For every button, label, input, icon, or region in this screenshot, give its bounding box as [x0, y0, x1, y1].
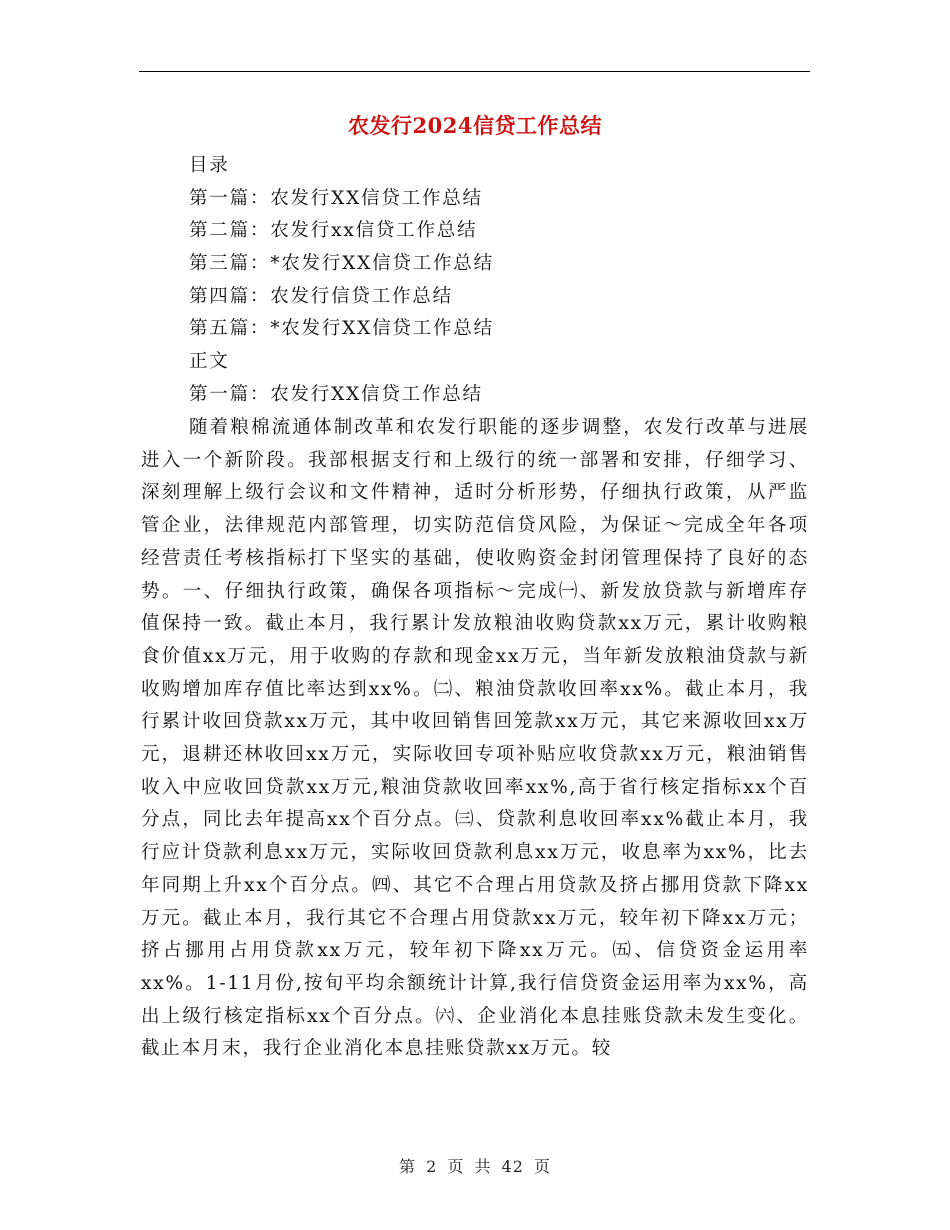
toc-item-4: 第四篇：农发行信贷工作总结 [189, 285, 453, 307]
toc-heading: 目录 [189, 155, 230, 176]
section-title: 第一篇：农发行XX信贷工作总结 [189, 383, 483, 405]
document-title: 农发行2024信贷工作总结 [348, 113, 602, 138]
table-of-contents [189, 150, 809, 412]
toc-item-1: 第一篇：农发行XX信贷工作总结 [189, 187, 483, 209]
body-paragraph: 随着粮棉流通体制改革和农发行职能的逐步调整，农发行改革与进展进入一个新阶段。我部根据支行和上级行的统一部署和安排，仔细学习、深刻理解上级行会议和文件精神，适时分析形势，仔细执行政策，从严监管企业，法律规范内部管理，切实防范信贷风险，为保证～完成全年各项经营责任考核指标打下坚实的基础，使收购资金封闭管理保持了良好的态势。一、仔细执行政策，确保各项指标～完成㈠、新发放贷款与新增库存值保持一致。截止本月，我行累计发放粮油收购贷款xx万元，累计收购粮食价值xx万元，用于收购的存款和现金xx万元，当年新发放粮油贷款与新收购增加库存值比率达到xx%。㈡、粮油贷款收回率xx%。截止本月，我行累计收回贷款xx万元，其中收回销售回笼款xx万元，其它来源收回xx万元，退耕还林收回xx万元，实际收回专项补贴应收贷款xx万元，粮油销售收入中应收回贷款xx万元,粮油贷款收回率xx%,高于省行核定指标xx个百分点，同比去年提高xx个百分点。㈢、贷款利息收回率xx%截止本月，我行应计贷款利息xx万元，实际收回贷款利息xx万元，收息率为xx%，比去年同期上升xx个百分点。㈣、其它不合理占用贷款及挤占挪用贷款下降xx万元。截止本月，我行其它不合理占用贷款xx万元，较年初下降xx万元；挤占挪用占用贷款xx万元，较年初下降xx万元。㈤、信贷资金运用率xx%。1-11月份,按旬平均余额统计计算,我行信贷资金运用率为xx%，高出上级行核定指标xx个百分点。㈥、企业消化本息挂账贷款未发生变化。截止本月末，我行企业消化本息挂账贷款xx万元。较 [141, 417, 809, 1060]
toc-item-3: 第三篇：*农发行XX信贷工作总结 [189, 253, 494, 275]
page-number: 第 2 页 共 42 页 [399, 1157, 551, 1176]
body-heading: 正文 [189, 351, 230, 373]
toc-item-2: 第二篇：农发行xx信贷工作总结 [189, 220, 478, 242]
toc-item-5: 第五篇：*农发行XX信贷工作总结 [189, 318, 494, 340]
header-rule [139, 71, 810, 72]
